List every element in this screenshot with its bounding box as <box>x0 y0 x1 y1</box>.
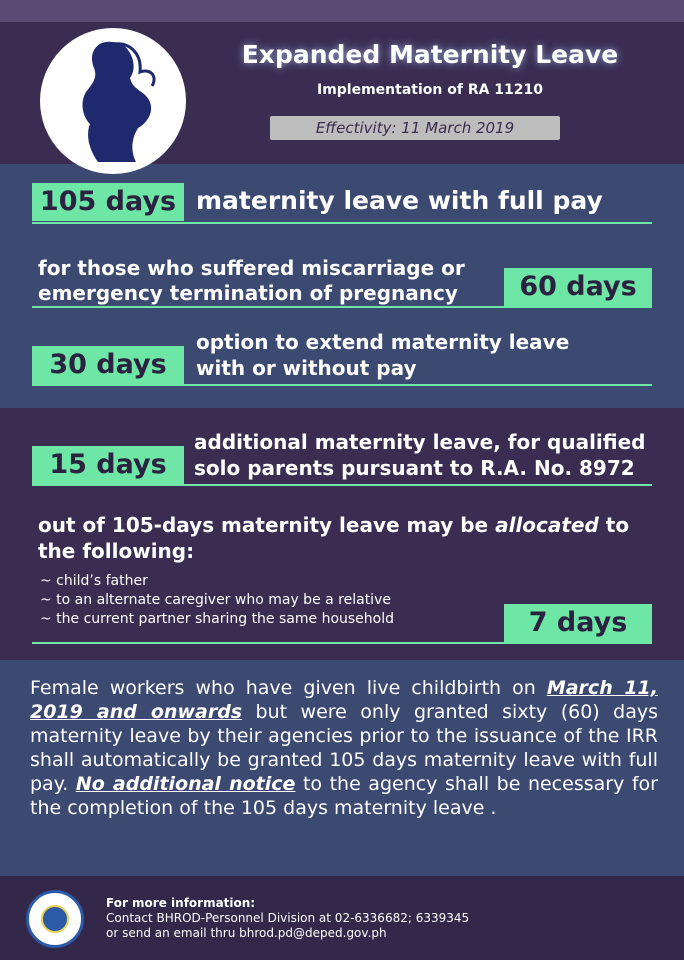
list-item: ~ to an alternate caregiver who may be a relative <box>40 592 391 608</box>
list-item: ~ child’s father <box>40 573 148 589</box>
leave-7-text-1c: to <box>598 513 630 537</box>
page-subtitle: Implementation of RA 11210 <box>316 82 544 98</box>
allocation-list <box>40 572 394 629</box>
days-badge-15: 15 days <box>32 446 184 484</box>
days-badge-30: 30 days <box>32 346 184 384</box>
leave-30-text-2: with or without pay <box>196 356 417 380</box>
effectivity-date: 11 March 2019 <box>401 119 515 137</box>
effectivity-badge <box>270 116 560 140</box>
top-strip <box>0 0 684 22</box>
leave-7-text-allocated: allocated <box>495 513 599 537</box>
leave-7-text-1 <box>38 513 629 537</box>
leave-60-text-2: emergency termination of pregnancy <box>38 281 458 305</box>
notice-no-additional-emphasis: No additional notice <box>75 773 296 795</box>
underline-60 <box>32 306 652 308</box>
notice-text-1: Female workers who have given live childbirth on <box>30 677 547 699</box>
leave-105-text: maternity leave with full pay <box>196 186 603 215</box>
days-badge-60: 60 days <box>504 268 652 306</box>
contact-line-1: Contact BHROD-Personnel Division at 02-6336682; 6339345 <box>106 911 470 925</box>
effectivity-label: Effectivity: <box>315 119 397 137</box>
deped-seal-icon <box>26 890 84 948</box>
days-badge-7: 7 days <box>504 604 652 642</box>
contact-heading: For more information: <box>106 896 256 910</box>
leave-7-text-1a: out of 105-days maternity leave may be <box>38 513 496 537</box>
underline-105 <box>32 222 652 224</box>
leave-60-text-1: for those who suffered miscarriage or <box>38 256 465 280</box>
leave-15-text-1: additional maternity leave, for qualified <box>194 430 646 454</box>
underline-30 <box>32 384 652 386</box>
underline-7 <box>32 642 652 644</box>
contact-info <box>106 896 469 941</box>
notice-text-3: to the agency shall be necessary for the completion of the 105 days maternity leave . <box>30 773 658 819</box>
leave-15-text-2: solo parents pursuant to R.A. No. 8972 <box>194 456 635 480</box>
list-item: ~ the current partner sharing the same household <box>40 611 394 627</box>
contact-line-2: or send an email thru bhrod.pd@deped.gov.ph <box>106 926 387 940</box>
leave-7-text-2: the following: <box>38 539 195 563</box>
days-badge-105: 105 days <box>32 183 184 221</box>
leave-30-text-1: option to extend maternity leave <box>196 330 570 354</box>
notice-date-emphasis: March 11, 2019 and onwards <box>30 677 658 723</box>
notice-text-2: but were only granted sixty (60) days maternity leave by their agencies prior to the issuance of the IRR shall automatically be granted 105 days maternity leave with full pay. <box>30 701 658 795</box>
notice-paragraph <box>30 676 658 820</box>
underline-15 <box>32 484 652 486</box>
pregnant-woman-icon <box>40 28 186 174</box>
page-title: Expanded Maternity Leave <box>241 40 619 69</box>
